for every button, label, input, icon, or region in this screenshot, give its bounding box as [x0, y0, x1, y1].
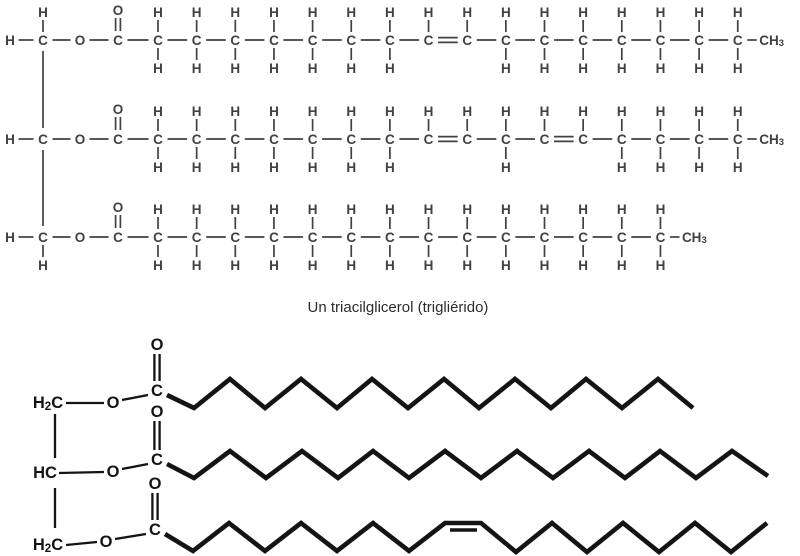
caption: Un triacilglicerol (trigliérido) [307, 299, 489, 316]
atom-label: H [539, 257, 550, 273]
atom-label: H [191, 257, 202, 273]
atom-label: C [230, 229, 241, 245]
atom-label: H [307, 103, 318, 119]
atom-label: C [269, 229, 279, 245]
fatty-acid-row-3 [5, 200, 707, 273]
atom-label: H [269, 159, 279, 175]
atom-label: H [307, 4, 318, 20]
atom-label: H [269, 257, 279, 273]
atom-label: C [346, 32, 357, 48]
atom-label: H [191, 159, 202, 175]
atom-label: H [655, 4, 666, 20]
atom-label: C [307, 229, 318, 245]
atom-label: H [230, 201, 241, 217]
atom-label: C [655, 131, 666, 147]
acyl-chain-3 [33, 475, 767, 555]
skeletal-structural-formula [33, 336, 768, 555]
atom-label: H [732, 159, 743, 175]
atom-label: H [385, 159, 395, 175]
atom-label: H [153, 60, 163, 76]
atom-label: O [112, 2, 124, 18]
atom-label: C [269, 131, 279, 147]
atom-label: C [732, 131, 743, 147]
atom-label: C [616, 229, 627, 245]
atom-label: C [578, 229, 589, 245]
atom-label: C [655, 32, 666, 48]
atom-label: H [500, 103, 511, 119]
atom-label: H [462, 103, 473, 119]
atom-label: H [578, 201, 589, 217]
atom-label: C [694, 131, 704, 147]
atom-label: H [655, 159, 666, 175]
atom-label: H [462, 4, 473, 20]
atom-label: O [148, 475, 162, 493]
atom-label: $H_2C$ [32, 536, 64, 555]
atom-label: H [694, 4, 704, 20]
atom-label: C [539, 229, 550, 245]
atom-label: O [150, 403, 164, 421]
atom-label: H [153, 159, 163, 175]
atom-label: H [500, 60, 511, 76]
atom-label: H [539, 4, 550, 20]
hydrocarbon-zigzag [167, 451, 768, 478]
atom-label: C [151, 451, 163, 469]
atom-label: C [578, 131, 589, 147]
atom-label: C [191, 32, 202, 48]
atom-label: C [616, 131, 627, 147]
atom-label: $CH_3$ [759, 131, 784, 148]
expanded-structural-formula [5, 3, 784, 273]
atom-label: H [385, 60, 395, 76]
atom-label: O [99, 533, 113, 551]
atom-label: H [732, 103, 743, 119]
atom-label: H [616, 257, 627, 273]
atom-label: C [38, 229, 48, 245]
atom-label: H [269, 201, 279, 217]
atom-label: C [423, 32, 434, 48]
atom-label: H [230, 159, 241, 175]
atom-label: H [616, 159, 627, 175]
atom-label: H [230, 103, 241, 119]
atom-label: H [153, 257, 163, 273]
atom-label: H [385, 4, 395, 20]
atom-label: $CH_3$ [681, 229, 707, 246]
atom-label: H [578, 103, 589, 119]
fatty-acid-row-2 [5, 102, 784, 175]
atom-label: H [307, 201, 318, 217]
atom-label: C [307, 32, 318, 48]
atom-label: H [153, 4, 163, 20]
atom-label: H [38, 257, 48, 273]
atom-label: H [346, 60, 357, 76]
atom-label: $CH_3$ [759, 32, 784, 49]
atom-label: H [307, 257, 318, 273]
atom-label: $H_2C$ [32, 394, 64, 413]
hydrocarbon-zigzag [165, 523, 767, 552]
atom-label: C [191, 229, 202, 245]
atom-label: H [578, 257, 589, 273]
atom-label: C [153, 32, 163, 48]
atom-label: O [74, 131, 86, 147]
atom-label: H [346, 4, 357, 20]
atom-label: H [385, 201, 395, 217]
atom-label: HC [33, 464, 57, 482]
atom-label: H [539, 103, 550, 119]
atom-label: C [578, 32, 589, 48]
atom-label: H [694, 159, 704, 175]
atom-label: H [385, 103, 395, 119]
atom-label: C [385, 229, 395, 245]
atom-label: H [500, 201, 511, 217]
atom-label: H [5, 32, 15, 48]
atom-label: C [230, 131, 241, 147]
atom-label: H [230, 257, 241, 273]
atom-label: C [616, 32, 627, 48]
atom-label: H [191, 60, 202, 76]
atom-label: H [655, 257, 666, 273]
atom-label: C [694, 32, 704, 48]
atom-label: H [307, 60, 318, 76]
atom-label: C [151, 382, 163, 400]
fatty-acid-row-1 [5, 3, 784, 76]
atom-label: H [462, 201, 473, 217]
atom-label: C [191, 131, 202, 147]
atom-label: H [269, 103, 279, 119]
atom-label: H [616, 103, 627, 119]
atom-label: O [74, 32, 86, 48]
atom-label: H [385, 257, 395, 273]
atom-label: C [346, 131, 357, 147]
atom-label: C [113, 229, 123, 245]
atom-label: C [462, 229, 473, 245]
atom-label: C [307, 131, 318, 147]
atom-label: H [346, 103, 357, 119]
atom-label: C [113, 131, 123, 147]
atom-label: H [153, 201, 163, 217]
atom-label: C [539, 32, 550, 48]
atom-label: O [106, 463, 120, 481]
atom-label: H [191, 103, 202, 119]
atom-label: C [462, 131, 473, 147]
atom-label: H [153, 103, 163, 119]
atom-label: H [616, 201, 627, 217]
atom-label: H [269, 60, 279, 76]
atom-label: H [346, 201, 357, 217]
atom-label: H [732, 60, 743, 76]
atom-label: H [539, 201, 550, 217]
acyl-chain-1 [33, 336, 693, 413]
atom-label: H [423, 103, 434, 119]
atom-label: H [191, 201, 202, 217]
atom-label: C [732, 32, 743, 48]
atom-label: C [462, 32, 473, 48]
acyl-chain-2 [33, 403, 768, 482]
atom-label: H [423, 257, 434, 273]
atom-label: H [539, 60, 550, 76]
atom-label: H [191, 4, 202, 20]
atom-label: H [500, 257, 511, 273]
atom-label: O [112, 199, 124, 215]
atom-label: H [655, 201, 666, 217]
atom-label: H [616, 60, 627, 76]
atom-label: O [112, 101, 124, 117]
atom-label: H [694, 60, 704, 76]
atom-label: C [269, 32, 279, 48]
atom-label: H [616, 4, 627, 20]
atom-label: C [423, 229, 434, 245]
atom-label: C [38, 131, 48, 147]
atom-label: H [38, 4, 48, 20]
atom-label: C [423, 131, 434, 147]
atom-label: H [5, 131, 15, 147]
atom-label: C [655, 229, 666, 245]
atom-label: C [500, 229, 511, 245]
atom-label: C [385, 32, 395, 48]
atom-label: C [500, 131, 511, 147]
atom-label: C [113, 32, 123, 48]
atom-label: H [423, 4, 434, 20]
atom-label: C [500, 32, 511, 48]
atom-label: C [153, 131, 163, 147]
atom-label: O [74, 229, 86, 245]
atom-label: H [578, 60, 589, 76]
atom-label: O [106, 394, 120, 412]
atom-label: H [346, 257, 357, 273]
atom-label: H [655, 60, 666, 76]
atom-label: H [346, 159, 357, 175]
atom-label: C [149, 521, 161, 539]
atom-label: H [500, 159, 511, 175]
atom-label: C [153, 229, 163, 245]
atom-label: H [269, 4, 279, 20]
atom-label: C [230, 32, 241, 48]
atom-label: C [385, 131, 395, 147]
atom-label: C [38, 32, 48, 48]
hydrocarbon-zigzag [167, 379, 693, 408]
atom-label: H [5, 229, 15, 245]
atom-label: H [500, 4, 511, 20]
atom-label: H [578, 4, 589, 20]
atom-label: H [462, 257, 473, 273]
atom-label: H [694, 103, 704, 119]
atom-label: H [732, 4, 743, 20]
atom-label: C [346, 229, 357, 245]
atom-label: C [539, 131, 550, 147]
atom-label: H [230, 60, 241, 76]
atom-label: H [307, 159, 318, 175]
atom-label: H [655, 103, 666, 119]
atom-label: O [150, 336, 164, 354]
atom-label: H [423, 201, 434, 217]
atom-label: H [230, 4, 241, 20]
